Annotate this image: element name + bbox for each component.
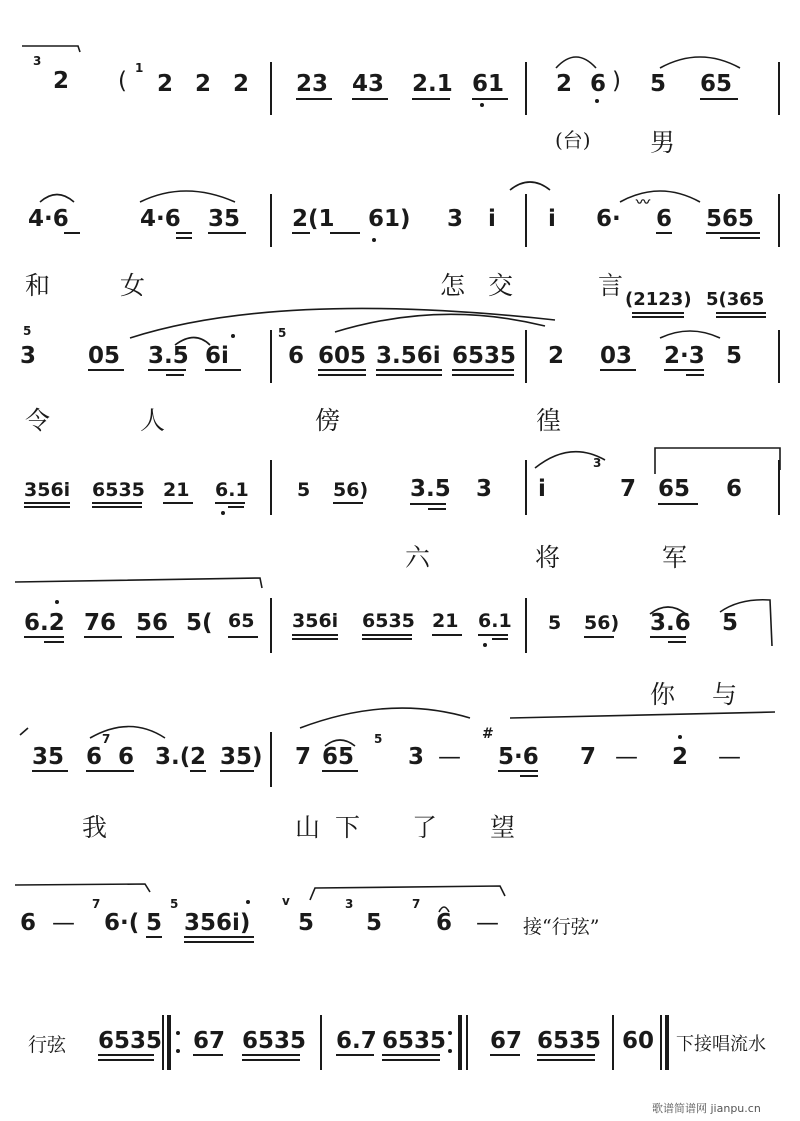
underline <box>92 502 142 504</box>
lyric: 你 <box>650 680 676 709</box>
underline <box>292 634 338 636</box>
underline <box>706 232 760 234</box>
note: 65 <box>228 610 255 632</box>
underline <box>376 369 442 371</box>
underline <box>472 98 508 100</box>
repeat-dot <box>176 1049 180 1053</box>
note: 3 <box>476 476 493 502</box>
underline <box>44 641 64 643</box>
accompaniment-note: 5(365 <box>706 289 765 310</box>
note: 6535 <box>537 1028 602 1054</box>
repeat-dot <box>448 1031 452 1035</box>
note: 6535 <box>452 343 517 369</box>
note: 6535 <box>98 1028 163 1054</box>
underline <box>228 636 258 638</box>
underline <box>166 374 184 376</box>
trill-mark: 〰 <box>636 195 650 211</box>
note: 5 <box>297 479 311 501</box>
note: 356i <box>24 479 71 501</box>
octave-dot <box>246 900 250 904</box>
note: 6 <box>118 744 135 770</box>
note: 65 <box>322 744 355 770</box>
underline <box>498 770 538 772</box>
note: 605 <box>318 343 367 369</box>
underline <box>98 1059 154 1061</box>
note: 5·6 <box>498 744 539 770</box>
watermark: 歌谱简谱网 jianpu.cn <box>652 1102 761 1115</box>
bar-line <box>778 330 780 383</box>
note: 6.1 <box>478 610 512 632</box>
note: 3.56i <box>376 343 441 369</box>
lyric: 男 <box>650 128 676 157</box>
underline <box>24 502 70 504</box>
note: 5 <box>366 910 383 936</box>
lyric: 我 <box>82 813 108 842</box>
note: 23 <box>296 71 329 97</box>
bar-line <box>270 62 272 115</box>
bar-line <box>320 1015 322 1070</box>
note: 43 <box>352 71 385 97</box>
underline <box>716 312 766 314</box>
note: 6535 <box>242 1028 307 1054</box>
underline <box>382 1054 440 1056</box>
underline <box>600 369 636 371</box>
lyric: 女 <box>120 271 146 300</box>
bar-line <box>612 1015 614 1070</box>
repeat-bar-thin <box>162 1015 164 1070</box>
bar-line <box>525 330 527 383</box>
underline <box>176 232 192 234</box>
underline <box>184 941 254 943</box>
note: 35 <box>208 206 241 232</box>
note: 67 <box>490 1028 523 1054</box>
lyric: (台) <box>555 128 591 152</box>
lyric: 怎 <box>440 271 466 300</box>
note: 56) <box>584 612 620 634</box>
underline <box>205 369 241 371</box>
underline <box>632 312 684 314</box>
underline <box>136 636 174 638</box>
paren: ( <box>118 68 127 94</box>
note: 5 <box>726 343 743 369</box>
note: 2(1 <box>292 206 335 232</box>
note: 35 <box>32 744 65 770</box>
note: 5 <box>548 612 562 634</box>
underline <box>410 503 446 505</box>
underline <box>412 98 450 100</box>
accompaniment-note: (2123) <box>625 289 692 310</box>
note: 3.5 <box>148 343 189 369</box>
lyric: 和 <box>25 271 51 300</box>
lyric: 令 <box>25 406 51 435</box>
grace-note: 7 <box>412 897 421 911</box>
note: 565 <box>706 206 755 232</box>
note: 6.2 <box>24 610 65 636</box>
underline <box>428 508 446 510</box>
underline <box>656 232 672 234</box>
underline <box>330 232 360 234</box>
underline <box>64 232 80 234</box>
note: 3.6 <box>650 610 691 636</box>
note: 2 <box>195 71 212 97</box>
note: 6 <box>288 343 305 369</box>
note: 6· <box>596 206 621 232</box>
grace-note: 5 <box>278 326 287 340</box>
octave-dot <box>221 511 225 515</box>
note: 3.5 <box>410 476 451 502</box>
underline <box>98 1054 154 1056</box>
note: 6535 <box>382 1028 447 1054</box>
underline <box>664 369 704 371</box>
bar-line <box>525 460 527 515</box>
note: 6 <box>656 206 673 232</box>
note: 6 <box>20 910 37 936</box>
grace-note: 5 <box>23 324 32 338</box>
underline <box>584 636 614 638</box>
underline <box>318 374 366 376</box>
note: 61) <box>368 206 411 232</box>
underline <box>716 316 766 318</box>
paren: ) <box>612 68 621 94</box>
underline <box>376 374 442 376</box>
note: 35) <box>220 744 263 770</box>
underline <box>296 98 332 100</box>
repeat-bar-thick <box>167 1015 171 1070</box>
underline <box>228 506 244 508</box>
underline <box>700 98 738 100</box>
note: 56) <box>333 479 369 501</box>
lyric: 傍 <box>315 406 341 435</box>
note: 21 <box>163 479 190 501</box>
underline <box>686 374 704 376</box>
breath-mark: v <box>282 894 290 908</box>
note: 7 <box>580 744 597 770</box>
underline <box>452 369 514 371</box>
grace-note: 3 <box>593 456 602 470</box>
bar-line <box>778 194 780 247</box>
underline <box>184 936 254 938</box>
lyric: 军 <box>662 543 688 572</box>
bar-line <box>778 62 780 115</box>
note: 6 <box>436 910 453 936</box>
note: 5( <box>186 610 213 636</box>
underline <box>292 232 310 234</box>
underline <box>242 1054 300 1056</box>
dash: — <box>52 910 75 936</box>
grace-note: 7 <box>92 897 101 911</box>
note: 5 <box>146 910 163 936</box>
repeat-bar-thin <box>466 1015 468 1070</box>
final-bar-thin <box>660 1015 662 1070</box>
note: 3.( <box>155 744 191 770</box>
underline <box>492 638 508 640</box>
note: 6 <box>86 744 103 770</box>
repeat-dot <box>448 1049 452 1053</box>
underline <box>24 506 70 508</box>
underline <box>190 770 206 772</box>
sharp-mark: # <box>482 726 494 742</box>
underline <box>362 638 412 640</box>
underline <box>333 502 363 504</box>
underline <box>720 237 760 239</box>
underline <box>520 775 538 777</box>
underline <box>163 502 193 504</box>
note: 6.7 <box>336 1028 377 1054</box>
final-bar-thick <box>665 1015 669 1070</box>
underline <box>215 502 245 504</box>
octave-dot <box>231 334 235 338</box>
note: 3 <box>447 206 464 232</box>
note: 05 <box>88 343 121 369</box>
note: 5 <box>650 71 667 97</box>
section-label: 行弦 <box>28 1034 67 1056</box>
note: i <box>548 206 556 232</box>
underline <box>650 636 686 638</box>
lyric: 与 <box>712 680 738 709</box>
note: 2 <box>548 343 565 369</box>
note: 2 <box>53 68 70 94</box>
octave-dot <box>678 735 682 739</box>
bar-line <box>270 598 272 653</box>
note: 4·6 <box>28 206 69 232</box>
note: 6.1 <box>215 479 249 501</box>
note: 67 <box>193 1028 226 1054</box>
underline <box>193 1054 223 1056</box>
grace-note: 1 <box>135 61 144 75</box>
underline <box>478 634 508 636</box>
note: 3 <box>408 744 425 770</box>
octave-dot <box>483 643 487 647</box>
note: 65 <box>658 476 691 502</box>
underline <box>632 316 684 318</box>
bar-line <box>270 460 272 515</box>
note: 56 <box>136 610 169 636</box>
note: 6 <box>590 71 607 97</box>
underline <box>432 634 462 636</box>
note: 2·3 <box>664 343 705 369</box>
underline <box>148 369 186 371</box>
repeat-bar-thick <box>458 1015 462 1070</box>
note: 65 <box>700 71 733 97</box>
note: 2 <box>233 71 250 97</box>
underline <box>24 636 64 638</box>
underline <box>668 641 686 643</box>
underline <box>84 636 122 638</box>
underline <box>88 369 124 371</box>
note: 7 <box>295 744 312 770</box>
underline <box>658 503 698 505</box>
dash: — <box>615 744 638 770</box>
lyric: 将 <box>535 543 561 572</box>
repeat-dot <box>176 1031 180 1035</box>
underline <box>452 374 514 376</box>
lyric: 望 <box>490 813 516 842</box>
lyric: 下 <box>335 813 361 842</box>
grace-note: 5 <box>170 897 179 911</box>
underline <box>32 770 68 772</box>
note: 5 <box>298 910 315 936</box>
lyric: 人 <box>140 406 166 435</box>
grace-note: 3 <box>33 54 42 68</box>
note: 2 <box>556 71 573 97</box>
note: i <box>488 206 496 232</box>
note: 03 <box>600 343 633 369</box>
bar-line <box>778 460 780 515</box>
note: 60 <box>622 1028 655 1054</box>
lyric: 了 <box>412 813 438 842</box>
note: 6535 <box>362 610 415 632</box>
lyric: 六 <box>405 543 431 572</box>
bar-line <box>525 194 527 247</box>
note: 356i <box>292 610 339 632</box>
note: 2 <box>190 744 207 770</box>
bar-line <box>270 330 272 383</box>
note: 2 <box>157 71 174 97</box>
underline <box>352 98 388 100</box>
note: 5 <box>722 610 739 636</box>
bar-line <box>270 194 272 247</box>
note: 6i <box>205 343 229 369</box>
dash: — <box>476 910 499 936</box>
note: 2 <box>672 744 689 770</box>
underline <box>318 369 366 371</box>
bar-line <box>525 598 527 653</box>
bar-line <box>270 732 272 787</box>
underline <box>208 232 246 234</box>
dash: — <box>718 744 741 770</box>
underline <box>92 506 142 508</box>
underline <box>537 1054 595 1056</box>
note: 6 <box>726 476 743 502</box>
underline <box>292 638 338 640</box>
underline <box>220 770 254 772</box>
note: 21 <box>432 610 459 632</box>
note: 6·( <box>104 910 140 936</box>
grace-note: 7 <box>102 732 111 746</box>
grace-note: 5 <box>374 732 383 746</box>
bar-line <box>525 62 527 115</box>
lyric: 交 <box>488 271 514 300</box>
underline <box>382 1059 440 1061</box>
note: 6535 <box>92 479 145 501</box>
note: 4·6 <box>140 206 181 232</box>
underline <box>176 237 192 239</box>
note: 61 <box>472 71 505 97</box>
underline <box>336 1054 374 1056</box>
underline <box>537 1059 595 1061</box>
lyric: 山 <box>295 813 321 842</box>
lyric: 言 <box>598 271 624 300</box>
octave-dot <box>55 600 59 604</box>
octave-dot <box>595 99 599 103</box>
underline <box>146 936 162 938</box>
performance-instruction: 下接唱流水 <box>676 1034 766 1055</box>
note: i <box>538 476 546 502</box>
note: 76 <box>84 610 117 636</box>
grace-note: 3 <box>345 897 354 911</box>
note: 7 <box>620 476 637 502</box>
underline <box>322 770 358 772</box>
underline <box>362 634 412 636</box>
dash: — <box>438 744 461 770</box>
underline <box>86 770 134 772</box>
note: 2.1 <box>412 71 453 97</box>
note: 356i) <box>184 910 251 936</box>
performance-instruction: 接“行弦” <box>523 916 600 938</box>
underline <box>242 1059 300 1061</box>
note: 3 <box>20 343 37 369</box>
octave-dot <box>480 103 484 107</box>
underline <box>490 1054 520 1056</box>
octave-dot <box>372 238 376 242</box>
lyric: 徨 <box>536 406 562 435</box>
